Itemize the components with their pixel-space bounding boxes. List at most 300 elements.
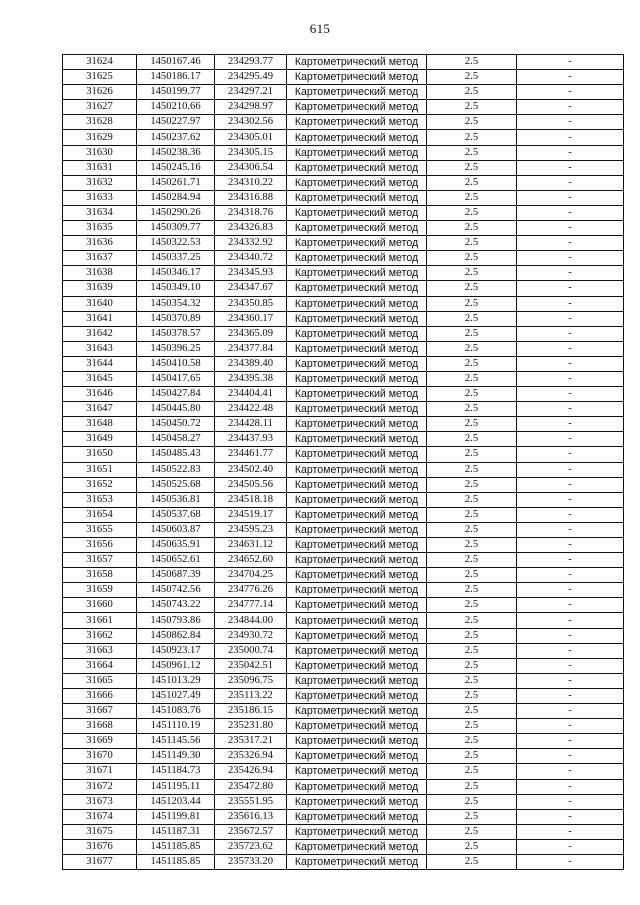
y-coordinate-cell: 234326.83: [215, 221, 287, 236]
x-coordinate-cell: 1450284.94: [137, 190, 215, 205]
extra-cell: -: [517, 387, 624, 402]
method-cell: Картометрический метод: [287, 688, 427, 703]
accuracy-cell: 2.5: [427, 839, 517, 854]
method-cell: Картометрический метод: [287, 809, 427, 824]
x-coordinate-cell: 1450485.43: [137, 447, 215, 462]
accuracy-cell: 2.5: [427, 70, 517, 85]
y-coordinate-cell: 234345.93: [215, 266, 287, 281]
table-row: [63, 266, 624, 281]
accuracy-cell: 2.5: [427, 402, 517, 417]
point-number-cell: 31668: [63, 719, 137, 734]
x-coordinate-cell: 1450349.10: [137, 281, 215, 296]
extra-cell: -: [517, 221, 624, 236]
accuracy-cell: 2.5: [427, 160, 517, 175]
x-coordinate-cell: 1450862.84: [137, 628, 215, 643]
page-number: 615: [309, 21, 331, 36]
point-number-cell: 31654: [63, 507, 137, 522]
extra-cell: -: [517, 477, 624, 492]
point-number-cell: 31630: [63, 145, 137, 160]
method-cell: Картометрический метод: [287, 387, 427, 402]
method-cell: Картометрический метод: [287, 658, 427, 673]
coordinates-table-body: [63, 55, 624, 870]
accuracy-cell: 2.5: [427, 251, 517, 266]
method-cell: Картометрический метод: [287, 115, 427, 130]
method-cell: Картометрический метод: [287, 794, 427, 809]
accuracy-cell: 2.5: [427, 432, 517, 447]
table-row: [63, 145, 624, 160]
extra-cell: -: [517, 854, 624, 869]
table-row: [63, 522, 624, 537]
table-row: [63, 538, 624, 553]
accuracy-cell: 2.5: [427, 522, 517, 537]
table-row: [63, 85, 624, 100]
extra-cell: -: [517, 719, 624, 734]
point-number-cell: 31666: [63, 688, 137, 703]
x-coordinate-cell: 1450427.84: [137, 387, 215, 402]
table-row: [63, 417, 624, 432]
point-number-cell: 31662: [63, 628, 137, 643]
extra-cell: -: [517, 251, 624, 266]
x-coordinate-cell: 1450410.58: [137, 356, 215, 371]
accuracy-cell: 2.5: [427, 85, 517, 100]
extra-cell: -: [517, 779, 624, 794]
point-number-cell: 31633: [63, 190, 137, 205]
table-row: [63, 824, 624, 839]
accuracy-cell: 2.5: [427, 749, 517, 764]
accuracy-cell: 2.5: [427, 477, 517, 492]
method-cell: Картометрический метод: [287, 341, 427, 356]
method-cell: Картометрический метод: [287, 402, 427, 417]
point-number-cell: 31626: [63, 85, 137, 100]
method-cell: Картометрический метод: [287, 356, 427, 371]
point-number-cell: 31670: [63, 749, 137, 764]
table-row: [63, 613, 624, 628]
point-number-cell: 31639: [63, 281, 137, 296]
table-row: [63, 115, 624, 130]
accuracy-cell: 2.5: [427, 779, 517, 794]
accuracy-cell: 2.5: [427, 553, 517, 568]
x-coordinate-cell: 1450370.89: [137, 311, 215, 326]
table-row: [63, 251, 624, 266]
point-number-cell: 31650: [63, 447, 137, 462]
method-cell: Картометрический метод: [287, 568, 427, 583]
point-number-cell: 31656: [63, 538, 137, 553]
accuracy-cell: 2.5: [427, 236, 517, 251]
table-row: [63, 839, 624, 854]
method-cell: Картометрический метод: [287, 70, 427, 85]
accuracy-cell: 2.5: [427, 145, 517, 160]
table-row: [63, 854, 624, 869]
accuracy-cell: 2.5: [427, 507, 517, 522]
y-coordinate-cell: 234302.56: [215, 115, 287, 130]
table-row: [63, 658, 624, 673]
y-coordinate-cell: 234461.77: [215, 447, 287, 462]
accuracy-cell: 2.5: [427, 175, 517, 190]
point-number-cell: 31628: [63, 115, 137, 130]
point-number-cell: 31671: [63, 764, 137, 779]
table-row: [63, 447, 624, 462]
y-coordinate-cell: 234340.72: [215, 251, 287, 266]
x-coordinate-cell: 1451013.29: [137, 673, 215, 688]
method-cell: Картометрический метод: [287, 839, 427, 854]
accuracy-cell: 2.5: [427, 824, 517, 839]
table-row: [63, 583, 624, 598]
extra-cell: -: [517, 55, 624, 70]
table-row: [63, 296, 624, 311]
y-coordinate-cell: 234519.17: [215, 507, 287, 522]
x-coordinate-cell: 1450346.17: [137, 266, 215, 281]
table-row: [63, 598, 624, 613]
extra-cell: -: [517, 100, 624, 115]
y-coordinate-cell: 235326.94: [215, 749, 287, 764]
method-cell: Картометрический метод: [287, 205, 427, 220]
point-number-cell: 31629: [63, 130, 137, 145]
point-number-cell: 31674: [63, 809, 137, 824]
point-number-cell: 31647: [63, 402, 137, 417]
method-cell: Картометрический метод: [287, 130, 427, 145]
x-coordinate-cell: 1450603.87: [137, 522, 215, 537]
extra-cell: -: [517, 522, 624, 537]
y-coordinate-cell: 234295.49: [215, 70, 287, 85]
table-row: [63, 175, 624, 190]
y-coordinate-cell: 234298.97: [215, 100, 287, 115]
accuracy-cell: 2.5: [427, 734, 517, 749]
point-number-cell: 31631: [63, 160, 137, 175]
method-cell: Картометрический метод: [287, 85, 427, 100]
method-cell: Картометрический метод: [287, 311, 427, 326]
x-coordinate-cell: 1450537.68: [137, 507, 215, 522]
point-number-cell: 31641: [63, 311, 137, 326]
y-coordinate-cell: 234505.56: [215, 477, 287, 492]
method-cell: Картометрический метод: [287, 175, 427, 190]
x-coordinate-cell: 1450961.12: [137, 658, 215, 673]
y-coordinate-cell: 234310.22: [215, 175, 287, 190]
point-number-cell: 31673: [63, 794, 137, 809]
table-row: [63, 764, 624, 779]
y-coordinate-cell: 235723.62: [215, 839, 287, 854]
extra-cell: -: [517, 311, 624, 326]
table-row: [63, 190, 624, 205]
method-cell: Картометрический метод: [287, 145, 427, 160]
table-row: [63, 719, 624, 734]
accuracy-cell: 2.5: [427, 628, 517, 643]
accuracy-cell: 2.5: [427, 462, 517, 477]
extra-cell: -: [517, 749, 624, 764]
accuracy-cell: 2.5: [427, 538, 517, 553]
table-row: [63, 749, 624, 764]
x-coordinate-cell: 1450652.61: [137, 553, 215, 568]
point-number-cell: 31643: [63, 341, 137, 356]
point-number-cell: 31624: [63, 55, 137, 70]
table-row: [63, 688, 624, 703]
accuracy-cell: 2.5: [427, 673, 517, 688]
y-coordinate-cell: 234318.76: [215, 205, 287, 220]
x-coordinate-cell: 1450378.57: [137, 326, 215, 341]
point-number-cell: 31625: [63, 70, 137, 85]
x-coordinate-cell: 1450186.17: [137, 70, 215, 85]
table-row: [63, 371, 624, 386]
table-row: [63, 326, 624, 341]
table-row: [63, 341, 624, 356]
x-coordinate-cell: 1450290.26: [137, 205, 215, 220]
extra-cell: -: [517, 583, 624, 598]
accuracy-cell: 2.5: [427, 281, 517, 296]
table-row: [63, 160, 624, 175]
y-coordinate-cell: 235472.80: [215, 779, 287, 794]
y-coordinate-cell: 235733.20: [215, 854, 287, 869]
extra-cell: -: [517, 809, 624, 824]
point-number-cell: 31661: [63, 613, 137, 628]
x-coordinate-cell: 1451185.85: [137, 839, 215, 854]
extra-cell: -: [517, 824, 624, 839]
extra-cell: -: [517, 553, 624, 568]
method-cell: Картометрический метод: [287, 477, 427, 492]
extra-cell: -: [517, 447, 624, 462]
table-row: [63, 794, 624, 809]
y-coordinate-cell: 234595.23: [215, 522, 287, 537]
x-coordinate-cell: 1450417.65: [137, 371, 215, 386]
method-cell: Картометрический метод: [287, 719, 427, 734]
accuracy-cell: 2.5: [427, 115, 517, 130]
x-coordinate-cell: 1450923.17: [137, 643, 215, 658]
method-cell: Картометрический метод: [287, 522, 427, 537]
table-row: [63, 432, 624, 447]
point-number-cell: 31677: [63, 854, 137, 869]
y-coordinate-cell: 235616.13: [215, 809, 287, 824]
table-row: [63, 492, 624, 507]
extra-cell: -: [517, 492, 624, 507]
x-coordinate-cell: 1451195.11: [137, 779, 215, 794]
y-coordinate-cell: 235042.51: [215, 658, 287, 673]
x-coordinate-cell: 1451203.44: [137, 794, 215, 809]
table-row: [63, 809, 624, 824]
accuracy-cell: 2.5: [427, 311, 517, 326]
x-coordinate-cell: 1451149.30: [137, 749, 215, 764]
x-coordinate-cell: 1450742.56: [137, 583, 215, 598]
point-number-cell: 31672: [63, 779, 137, 794]
table-row: [63, 205, 624, 220]
y-coordinate-cell: 234422.48: [215, 402, 287, 417]
point-number-cell: 31657: [63, 553, 137, 568]
y-coordinate-cell: 235231.80: [215, 719, 287, 734]
x-coordinate-cell: 1451083.76: [137, 704, 215, 719]
method-cell: Картометрический метод: [287, 432, 427, 447]
x-coordinate-cell: 1450245.16: [137, 160, 215, 175]
method-cell: Картометрический метод: [287, 673, 427, 688]
accuracy-cell: 2.5: [427, 296, 517, 311]
coordinates-table: [62, 54, 624, 870]
extra-cell: -: [517, 190, 624, 205]
point-number-cell: 31634: [63, 205, 137, 220]
extra-cell: -: [517, 643, 624, 658]
accuracy-cell: 2.5: [427, 55, 517, 70]
accuracy-cell: 2.5: [427, 598, 517, 613]
extra-cell: -: [517, 704, 624, 719]
table-row: [63, 553, 624, 568]
x-coordinate-cell: 1450396.25: [137, 341, 215, 356]
y-coordinate-cell: 234297.21: [215, 85, 287, 100]
x-coordinate-cell: 1451184.73: [137, 764, 215, 779]
x-coordinate-cell: 1450237.62: [137, 130, 215, 145]
y-coordinate-cell: 234377.84: [215, 341, 287, 356]
extra-cell: -: [517, 341, 624, 356]
table-row: [63, 236, 624, 251]
method-cell: Картометрический метод: [287, 251, 427, 266]
method-cell: Картометрический метод: [287, 160, 427, 175]
x-coordinate-cell: 1451185.85: [137, 854, 215, 869]
y-coordinate-cell: 235096.75: [215, 673, 287, 688]
x-coordinate-cell: 1450354.32: [137, 296, 215, 311]
method-cell: Картометрический метод: [287, 538, 427, 553]
y-coordinate-cell: 234404.41: [215, 387, 287, 402]
accuracy-cell: 2.5: [427, 447, 517, 462]
x-coordinate-cell: 1451145.56: [137, 734, 215, 749]
point-number-cell: 31638: [63, 266, 137, 281]
extra-cell: -: [517, 326, 624, 341]
method-cell: Картометрический метод: [287, 628, 427, 643]
point-number-cell: 31660: [63, 598, 137, 613]
extra-cell: -: [517, 356, 624, 371]
accuracy-cell: 2.5: [427, 266, 517, 281]
method-cell: Картометрический метод: [287, 417, 427, 432]
accuracy-cell: 2.5: [427, 326, 517, 341]
table-row: [63, 779, 624, 794]
table-row: [63, 477, 624, 492]
y-coordinate-cell: 234389.40: [215, 356, 287, 371]
point-number-cell: 31653: [63, 492, 137, 507]
table-row: [63, 70, 624, 85]
method-cell: Картометрический метод: [287, 749, 427, 764]
method-cell: Картометрический метод: [287, 613, 427, 628]
method-cell: Картометрический метод: [287, 583, 427, 598]
extra-cell: -: [517, 85, 624, 100]
extra-cell: -: [517, 70, 624, 85]
accuracy-cell: 2.5: [427, 809, 517, 824]
extra-cell: -: [517, 794, 624, 809]
y-coordinate-cell: 235426.94: [215, 764, 287, 779]
y-coordinate-cell: 234844.00: [215, 613, 287, 628]
y-coordinate-cell: 234306.54: [215, 160, 287, 175]
method-cell: Картометрический метод: [287, 221, 427, 236]
y-coordinate-cell: 234428.11: [215, 417, 287, 432]
method-cell: Картометрический метод: [287, 824, 427, 839]
extra-cell: -: [517, 160, 624, 175]
table-row: [63, 507, 624, 522]
x-coordinate-cell: 1450210.66: [137, 100, 215, 115]
point-number-cell: 31663: [63, 643, 137, 658]
y-coordinate-cell: 234704.25: [215, 568, 287, 583]
method-cell: Картометрический метод: [287, 462, 427, 477]
accuracy-cell: 2.5: [427, 417, 517, 432]
accuracy-cell: 2.5: [427, 613, 517, 628]
point-number-cell: 31648: [63, 417, 137, 432]
x-coordinate-cell: 1450261.71: [137, 175, 215, 190]
extra-cell: -: [517, 205, 624, 220]
extra-cell: -: [517, 688, 624, 703]
extra-cell: -: [517, 145, 624, 160]
y-coordinate-cell: 234316.88: [215, 190, 287, 205]
point-number-cell: 31637: [63, 251, 137, 266]
accuracy-cell: 2.5: [427, 794, 517, 809]
y-coordinate-cell: 235186.15: [215, 704, 287, 719]
x-coordinate-cell: 1450743.22: [137, 598, 215, 613]
accuracy-cell: 2.5: [427, 221, 517, 236]
y-coordinate-cell: 234347.67: [215, 281, 287, 296]
point-number-cell: 31645: [63, 371, 137, 386]
table-row: [63, 281, 624, 296]
accuracy-cell: 2.5: [427, 100, 517, 115]
extra-cell: -: [517, 613, 624, 628]
method-cell: Картометрический метод: [287, 764, 427, 779]
point-number-cell: 31636: [63, 236, 137, 251]
method-cell: Картометрический метод: [287, 779, 427, 794]
table-row: [63, 734, 624, 749]
accuracy-cell: 2.5: [427, 205, 517, 220]
accuracy-cell: 2.5: [427, 688, 517, 703]
x-coordinate-cell: 1450525.68: [137, 477, 215, 492]
method-cell: Картометрический метод: [287, 553, 427, 568]
y-coordinate-cell: 235672.57: [215, 824, 287, 839]
table-row: [63, 55, 624, 70]
x-coordinate-cell: 1450309.77: [137, 221, 215, 236]
x-coordinate-cell: 1450337.25: [137, 251, 215, 266]
point-number-cell: 31655: [63, 522, 137, 537]
x-coordinate-cell: 1451110.19: [137, 719, 215, 734]
accuracy-cell: 2.5: [427, 387, 517, 402]
x-coordinate-cell: 1450227.97: [137, 115, 215, 130]
point-number-cell: 31676: [63, 839, 137, 854]
accuracy-cell: 2.5: [427, 854, 517, 869]
x-coordinate-cell: 1450522.83: [137, 462, 215, 477]
x-coordinate-cell: 1450687.39: [137, 568, 215, 583]
extra-cell: -: [517, 266, 624, 281]
y-coordinate-cell: 234305.01: [215, 130, 287, 145]
y-coordinate-cell: 234395.38: [215, 371, 287, 386]
extra-cell: -: [517, 734, 624, 749]
y-coordinate-cell: 234365.09: [215, 326, 287, 341]
extra-cell: -: [517, 432, 624, 447]
point-number-cell: 31658: [63, 568, 137, 583]
table-row: [63, 643, 624, 658]
extra-cell: -: [517, 507, 624, 522]
point-number-cell: 31665: [63, 673, 137, 688]
x-coordinate-cell: 1450167.46: [137, 55, 215, 70]
method-cell: Картометрический метод: [287, 854, 427, 869]
point-number-cell: 31667: [63, 704, 137, 719]
extra-cell: -: [517, 417, 624, 432]
method-cell: Картометрический метод: [287, 100, 427, 115]
y-coordinate-cell: 234502.40: [215, 462, 287, 477]
extra-cell: -: [517, 673, 624, 688]
point-number-cell: 31675: [63, 824, 137, 839]
point-number-cell: 31640: [63, 296, 137, 311]
method-cell: Картометрический метод: [287, 55, 427, 70]
x-coordinate-cell: 1450445.80: [137, 402, 215, 417]
x-coordinate-cell: 1451187.31: [137, 824, 215, 839]
accuracy-cell: 2.5: [427, 658, 517, 673]
accuracy-cell: 2.5: [427, 568, 517, 583]
accuracy-cell: 2.5: [427, 492, 517, 507]
extra-cell: -: [517, 764, 624, 779]
point-number-cell: 31652: [63, 477, 137, 492]
y-coordinate-cell: 234652.60: [215, 553, 287, 568]
point-number-cell: 31642: [63, 326, 137, 341]
y-coordinate-cell: 234930.72: [215, 628, 287, 643]
x-coordinate-cell: 1450199.77: [137, 85, 215, 100]
table-row: [63, 568, 624, 583]
extra-cell: -: [517, 296, 624, 311]
extra-cell: -: [517, 628, 624, 643]
